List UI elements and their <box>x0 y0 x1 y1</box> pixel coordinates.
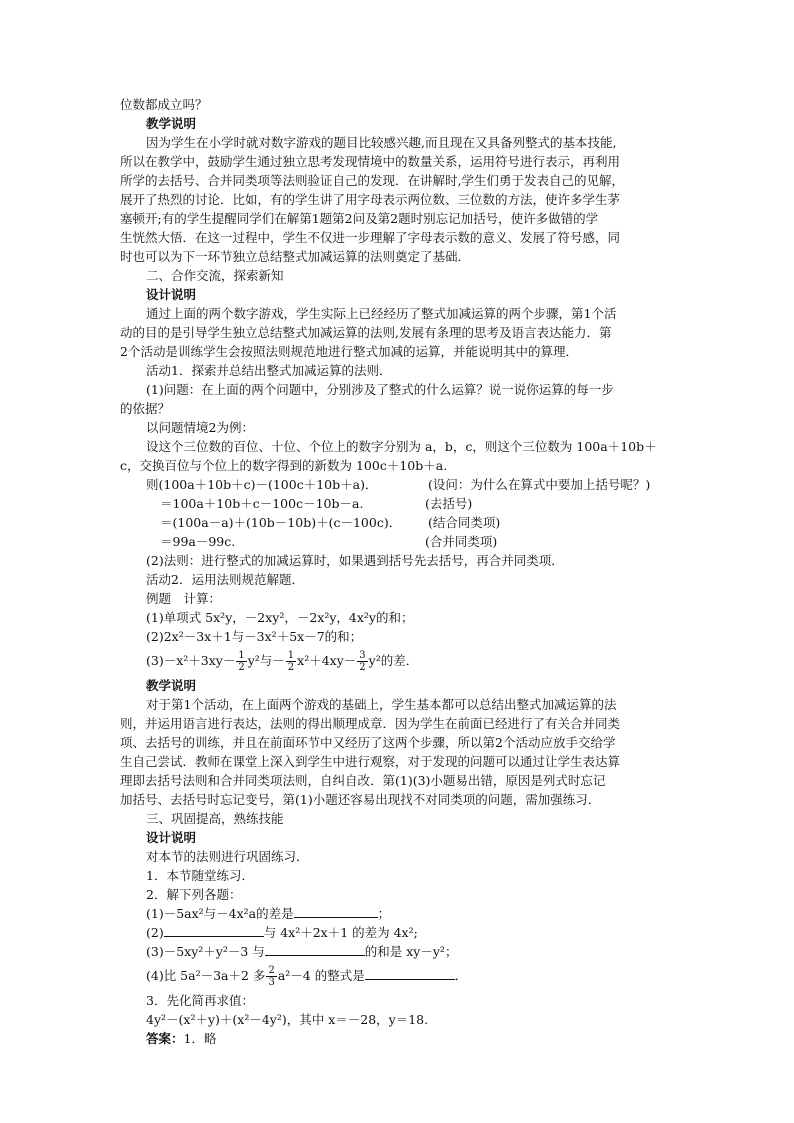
practice-item <box>120 904 680 923</box>
equation-step: ＝100a＋10b＋c－100c－10b－a. <box>160 496 364 511</box>
text-line: (1)问题：在上面的两个问题中，分别涉及了整式的什么运算？说一说你运算的每一步 <box>146 382 614 397</box>
text-line: 对本节的法则进行巩固练习． <box>146 849 309 864</box>
text-line: 理即去括号法则和合并同类项法则，自纠自改．第(1)(3)小题易出错，原因是列式时忘记 <box>120 773 606 788</box>
fraction-numerator: 3 <box>359 650 366 661</box>
text-line: 活动1．探索并总结出整式加减运算的法则． <box>146 363 392 378</box>
text-line: 1．本节随堂练习． <box>146 868 254 883</box>
math-expression: 4y²－(x²＋y)＋(x²－4y²)，其中 x＝－28，y＝18. <box>146 1012 429 1027</box>
math-text: a²－4 的整式是 <box>277 968 365 983</box>
section-title: 二、合作交流，探索新知 <box>146 268 284 283</box>
text-line: 生自己尝试．教师在课堂上深入到学生中进行观察，对于发现的问题可以通过让学生表达算 <box>120 754 621 769</box>
text-line: 塞顿开;有的学生提醒同学们在解第1题第2问及第2题时别忘记加括号，使许多做错的学 <box>120 211 599 226</box>
section-heading-design-note: 设计说明 <box>146 830 197 845</box>
equation-note: (结合同类项) <box>428 515 501 530</box>
fraction-denominator: 2 <box>238 662 245 673</box>
practice-item <box>120 942 680 961</box>
equation-line <box>120 494 680 513</box>
text-line: 所学的去括号、合并同类项等法则验证自己的发现．在讲解时,学生们勇于发表自己的见解， <box>120 173 624 188</box>
text-line: c，交换百位与个位上的数字得到的新数为 100c＋10b＋a. <box>120 458 448 473</box>
answer-text: 1．略 <box>183 1031 217 1046</box>
math-text: y²与－ <box>247 653 285 668</box>
math-text: (3)－5xy²＋y²－3 与 <box>146 944 265 959</box>
text-line: 2个活动是训练学生会按照法则规范地进行整式加减的运算，并能说明其中的算理． <box>120 344 578 359</box>
section-heading-teaching-note: 教学说明 <box>146 116 197 131</box>
text-line: 生恍然大悟．在这一过程中，学生不仅进一步理解了字母表示数的意义、发展了符号感，同 <box>120 230 621 245</box>
section-heading-teaching-note: 教学说明 <box>146 678 197 693</box>
fraction <box>286 650 296 673</box>
text-line: 活动2．运用法则规范解题． <box>146 572 304 587</box>
section-title: 三、巩固提高，熟练技能 <box>146 811 284 826</box>
text-line: 的依据？ <box>120 401 171 416</box>
text-line: 动的目的是引导学生独立总结整式加减运算的法则,发展有条理的思考及语言表达能力．第 <box>120 325 612 340</box>
section-heading-design-note: 设计说明 <box>146 287 197 302</box>
equation-line <box>120 513 680 532</box>
text-line: 以问题情境2为例： <box>146 420 254 435</box>
fraction-denominator: 3 <box>268 977 275 988</box>
math-text: 与 4x²＋2x＋1 的差为 4x²; <box>263 925 418 940</box>
text-line: 展开了热烈的讨论．比如，有的学生讲了用字母表示两位数、三位数的方法，使许多学生茅 <box>120 192 621 207</box>
document-page <box>120 0 680 1048</box>
equation-note: (设问：为什么在算式中要加上括号呢？) <box>428 477 651 492</box>
answer-label: 答案： <box>146 1031 184 1046</box>
equation-step: 则(100a＋10b＋c)－(100c＋10b＋a)． <box>146 477 378 492</box>
answer-blank[interactable] <box>365 966 455 980</box>
math-text: (4)比 5a²－3a＋2 多 <box>146 968 266 983</box>
math-text: y²的差． <box>368 653 419 668</box>
math-text: (2) <box>146 925 164 940</box>
equation-line <box>120 532 680 551</box>
math-text: (1)－5ax²与－4x²a的差是 <box>146 906 294 921</box>
fraction <box>357 650 367 673</box>
text-line: 例题 计算： <box>146 591 222 606</box>
fraction-numerator: 2 <box>268 965 275 976</box>
math-text: (3)－x²＋3xy－ <box>146 653 236 668</box>
equation-step: ＝99a－99c. <box>160 534 236 549</box>
fraction-denominator: 2 <box>359 662 366 673</box>
math-text: ． <box>454 968 468 983</box>
equation-step: ＝(100a－a)＋(10b－10b)＋(c－100c)． <box>160 515 402 530</box>
fraction-numerator: 1 <box>238 650 245 661</box>
text-line: 通过上面的两个数字游戏，学生实际上已经经历了整式加减运算的两个步骤，第1个活 <box>146 306 617 321</box>
text-line: 因为学生在小学时就对数字游戏的题目比较感兴趣,而且现在又具备列整式的基本技能, <box>146 135 617 150</box>
math-text: x²＋4xy－ <box>297 653 357 668</box>
practice-item <box>120 961 680 991</box>
fraction-denominator: 2 <box>287 662 295 673</box>
math-text: ； <box>377 906 391 921</box>
text-line: 对于第1个活动，在上面两个游戏的基础上，学生基本都可以总结出整式加减运算的法 <box>146 697 617 712</box>
practice-item <box>120 923 680 942</box>
text-line: 2．解下列各题： <box>146 887 242 902</box>
equation-line <box>120 475 680 494</box>
text-line: 加括号、去括号时忘记变号，第(1)小题还容易出现找不对同类项的问题，需加强练习． <box>120 792 601 807</box>
text-line: 时也可以为下一环节独立总结整式加减运算的法则奠定了基础． <box>120 249 471 264</box>
fraction <box>266 965 276 988</box>
equation-note: (合并同类项) <box>425 534 498 549</box>
text-line: 位数都成立吗？ <box>120 97 208 112</box>
answer-blank[interactable] <box>294 904 378 918</box>
fraction-numerator: 1 <box>287 650 295 661</box>
answer-blank[interactable] <box>265 942 365 956</box>
equation-note: (去括号) <box>425 496 473 511</box>
text-line: 所以在教学中，鼓励学生通过独立思考发现情境中的数量关系，运用符号进行表示，再利用 <box>120 154 621 169</box>
math-text: 的和是 xy－y²； <box>364 944 458 959</box>
exercise-item: (1)单项式 5x²y，－2xy²，－2x²y，4x²y的和； <box>146 610 414 625</box>
text-line: 设这个三位数的百位、十位、个位上的数字分别为 a，b，c，则这个三位数为 100a＋10b＋ <box>146 439 657 454</box>
exercise-item <box>120 646 680 676</box>
text-line: (2)法则：进行整式的加减运算时，如果遇到括号先去括号，再合并同类项． <box>146 553 564 568</box>
exercise-item: (2)2x²－3x＋1与－3x²＋5x－7的和； <box>146 629 363 644</box>
text-line: 3．先化简再求值： <box>146 993 254 1008</box>
answer-line <box>120 1029 680 1048</box>
text-line: 项、去括号的训练，并且在前面环节中又经历了这两个步骤，所以第2个活动应放手交给学 <box>120 735 616 750</box>
answer-blank[interactable] <box>164 923 264 937</box>
fraction <box>236 650 246 673</box>
text-line: 则，并运用语言进行表达，法则的得出顺理成章．因为学生在前面已经进行了有关合并同类 <box>120 716 621 731</box>
